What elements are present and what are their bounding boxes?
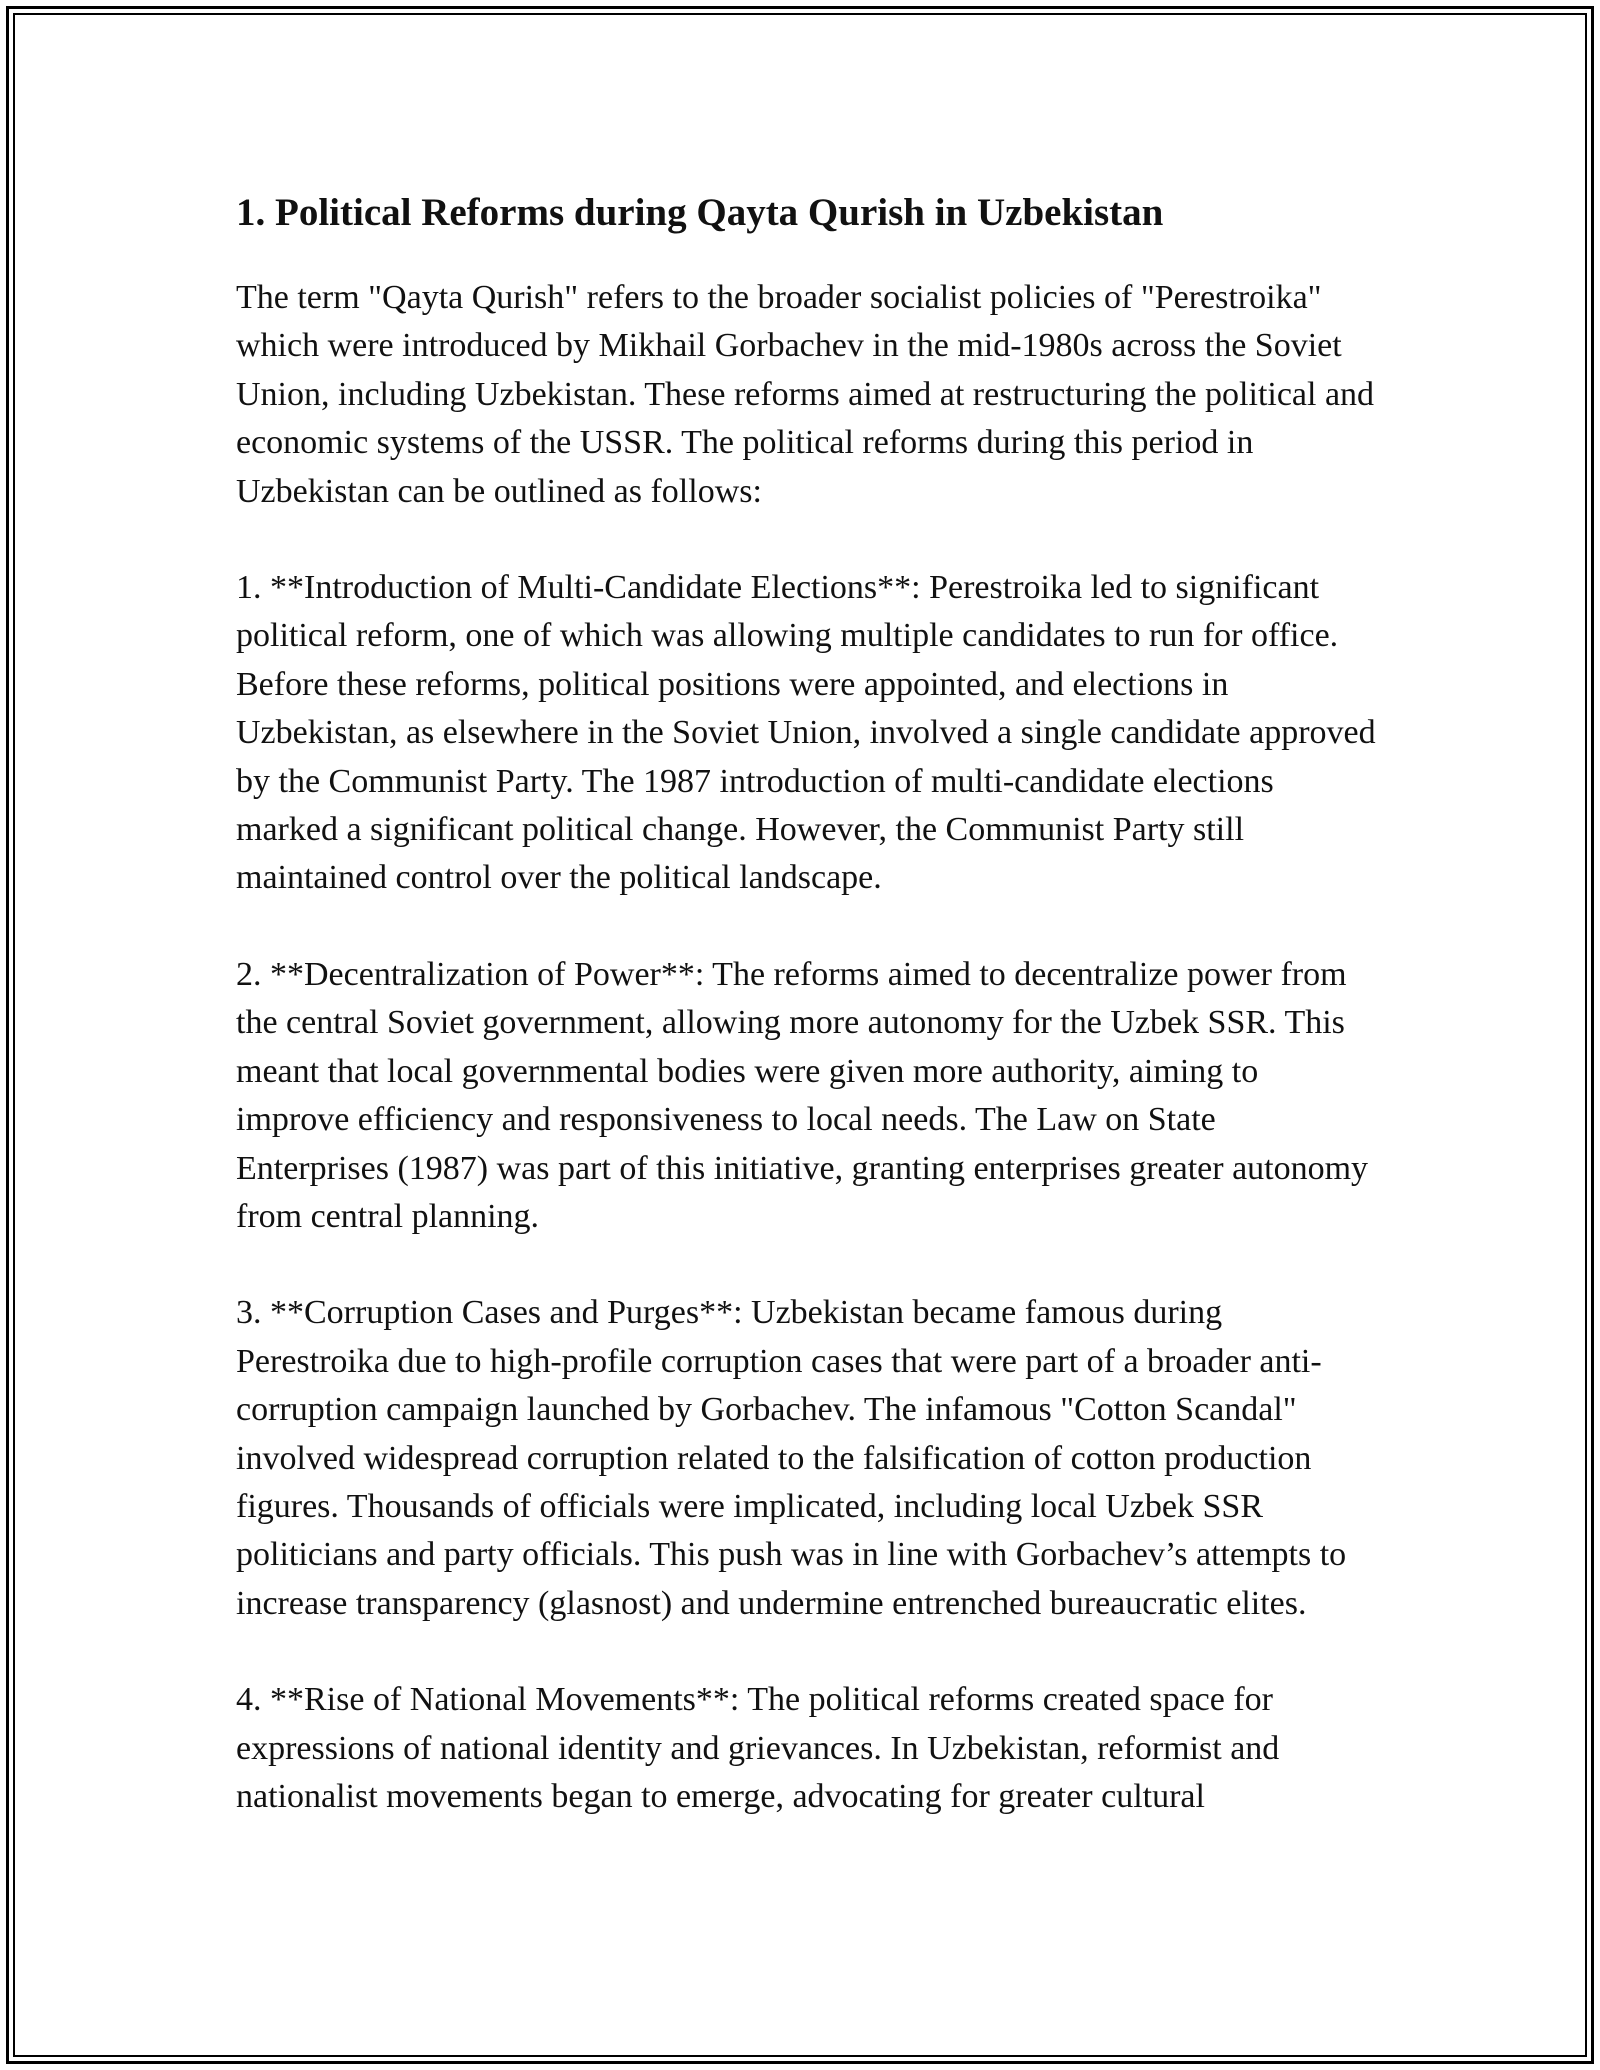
paragraph-multi-candidate-elections: 1. **Introduction of Multi-Candidate Elections**: Perestroika led to significant political reform, one of which was allowing multiple candidates to run for office. Before these reforms, political positions were appointed, and elections in Uzbekistan, as elsewhere in the Soviet Union, involved a single candidate approved by the Communist Party. The 1987 introduction of multi-candidate elections marked a significant political change. However, the Communist Party still maintained control over the political landscape.	[236, 569, 1376, 897]
paragraph-national-movements: 4. **Rise of National Movements**: The political reforms created space for expressions of national identity and grievances. In Uzbekistan, reformist and nationalist movements began to emerge, advocating for greater cultural	[236, 1681, 1280, 1815]
document-body	[236, 182, 1376, 1869]
paragraph-intro: The term "Qayta Qurish" refers to the broader socialist policies of "Perestroika" which were introduced by Mikhail Gorbachev in the mid-1980s across the Soviet Union, including Uzbekistan. These reforms aimed at restructuring the political and economic systems of the USSR. The political reforms during this period in Uzbekistan can be outlined as follows:	[236, 279, 1375, 510]
paragraph-decentralization: 2. **Decentralization of Power**: The reforms aimed to decentralize power from the central Soviet government, allowing more autonomy for the Uzbek SSR. This meant that local governmental bodies were given more authority, aiming to improve efficiency and responsiveness to local needs. The Law on State Enterprises (1987) was part of this initiative, granting enterprises greater autonomy from central planning.	[236, 955, 1369, 1235]
paragraph-corruption-cases: 3. **Corruption Cases and Purges**: Uzbekistan became famous during Perestroika due to high-profile corruption cases that were part of a broader anti-corruption campaign launched by Gorbachev. The infamous "Cotton Scandal" involved widespread corruption related to the falsification of cotton production figures. Thousands of officials were implicated, including local Uzbek SSR politicians and party officials. This push was in line with Gorbachev’s attempts to increase transparency (glasnost) and undermine entrenched bureaucratic elites.	[236, 1294, 1347, 1622]
document-title: 1. Political Reforms during Qayta Qurish in Uzbekistan	[236, 191, 1164, 234]
